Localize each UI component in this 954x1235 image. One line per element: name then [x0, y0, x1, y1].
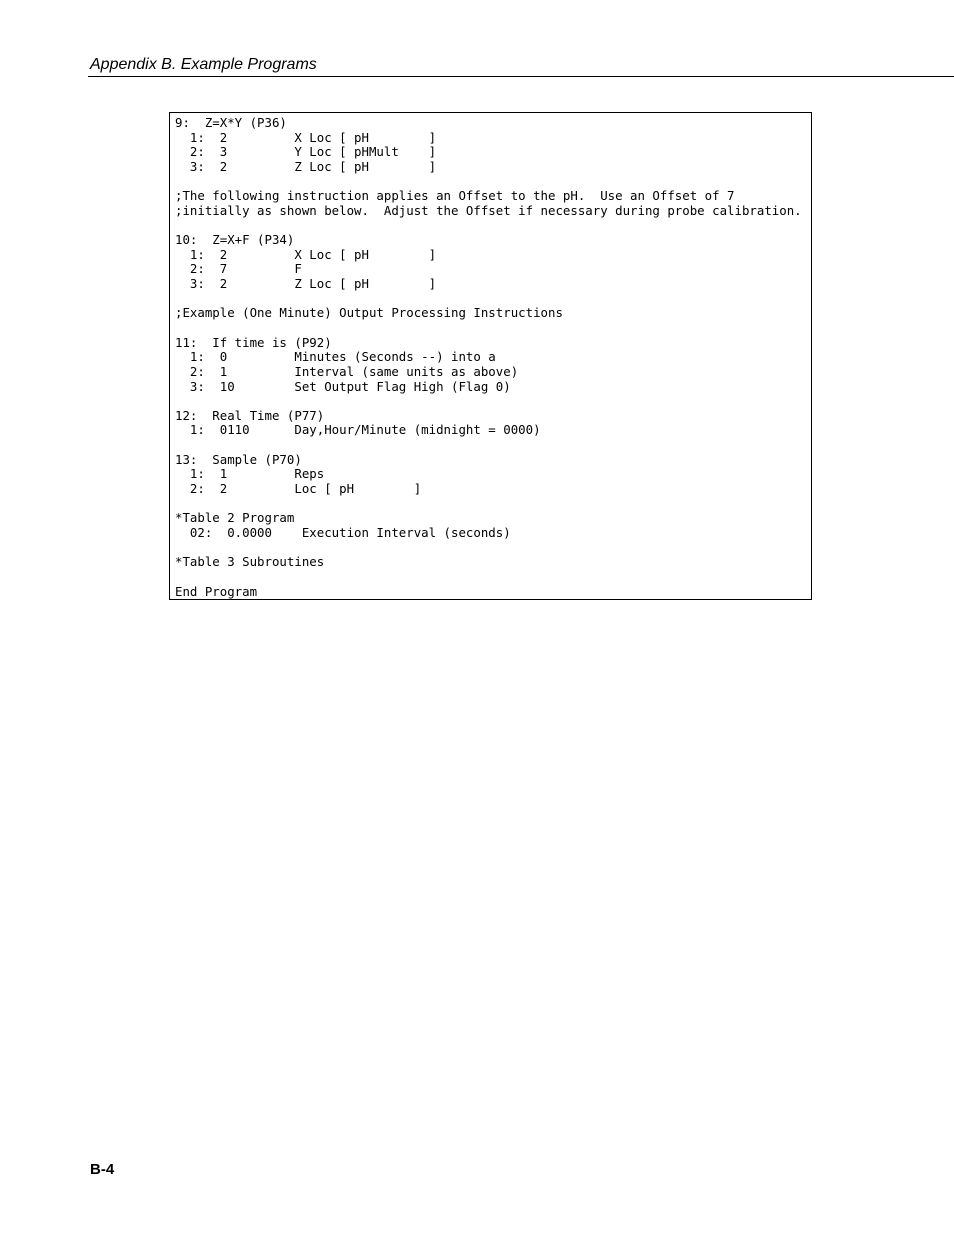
code-line: 2: 7 F — [175, 261, 302, 277]
code-line: 3: 10 Set Output Flag High (Flag 0) — [175, 378, 511, 394]
code-line: 3: 2 Z Loc [ pH ] — [175, 276, 437, 292]
code-line: 13: Sample (P70) — [175, 451, 302, 467]
code-line: 2: 1 Interval (same units as above) — [175, 363, 519, 379]
code-line: 12: Real Time (P77) — [175, 407, 325, 423]
code-line — [175, 438, 811, 453]
code-line: 02: 0.0000 Execution Interval (seconds) — [175, 524, 511, 540]
code-line: 1: 2 X Loc [ pH ] — [175, 129, 437, 145]
code-line — [175, 497, 811, 512]
header-divider — [88, 76, 954, 77]
code-line: *Table 3 Subroutines — [175, 554, 325, 570]
code-line — [175, 570, 811, 585]
code-line: 1: 0110 Day,Hour/Minute (midnight = 0000) — [175, 422, 541, 438]
code-line: ;Example (One Minute) Output Processing Instructions — [175, 305, 563, 321]
code-line: 1: 1 Reps — [175, 466, 325, 482]
code-line: 2: 2 Loc [ pH ] — [175, 481, 422, 497]
code-line: ;The following instruction applies an Offset to the pH. Use an Offset of 7 — [175, 188, 735, 204]
code-line — [175, 541, 811, 556]
code-line — [175, 218, 811, 233]
code-line: 10: Z=X+F (P34) — [175, 232, 295, 248]
code-line: End Program — [175, 583, 258, 599]
code-line — [175, 394, 811, 409]
code-line: 3: 2 Z Loc [ pH ] — [175, 158, 437, 174]
code-line: ;initially as shown below. Adjust the Offset if necessary during probe calibration. — [175, 202, 802, 218]
code-line: 2: 3 Y Loc [ pHMult ] — [175, 144, 437, 160]
code-line: 9: Z=X*Y (P36) — [175, 115, 287, 130]
program-listing-box — [169, 112, 812, 600]
code-line: 1: 2 X Loc [ pH ] — [175, 246, 437, 262]
page-number: B-4 — [90, 1161, 115, 1178]
code-line — [175, 292, 811, 307]
page-header-title: Appendix B. Example Programs — [90, 56, 317, 73]
code-line — [175, 321, 811, 336]
code-line: 1: 0 Minutes (Seconds --) into a — [175, 349, 496, 365]
code-line: 11: If time is (P92) — [175, 334, 332, 350]
code-line — [175, 175, 811, 190]
code-line: *Table 2 Program — [175, 510, 295, 526]
